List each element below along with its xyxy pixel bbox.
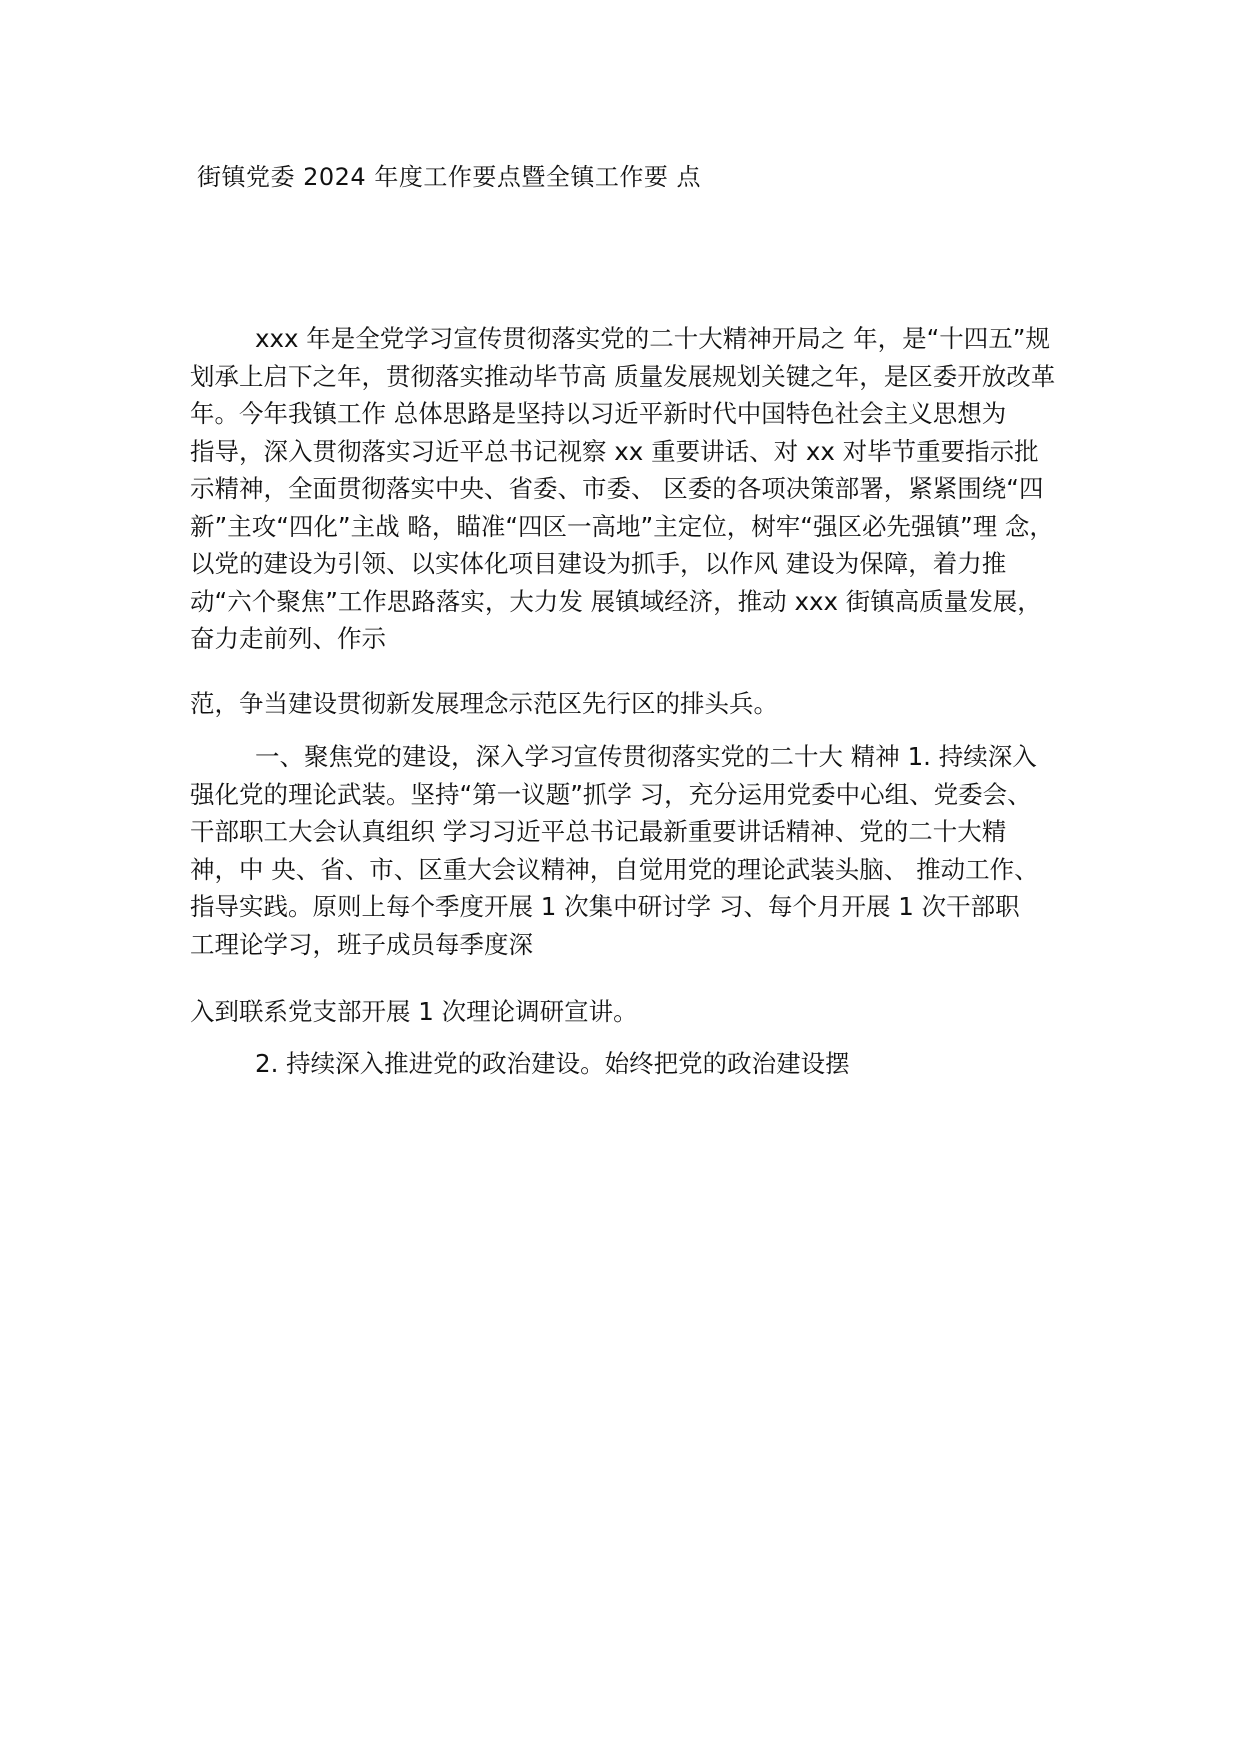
intro-paragraph (190, 320, 1070, 658)
paragraph-line: 干部职工大会认真组织 学习习近平总书记最新重要讲话精神、党的二十大精 (190, 817, 1007, 846)
paragraph-line: xxx 年是全党学习宣传贯彻落实党的二十大精神开局之 年，是“十四五”规 (255, 324, 1050, 353)
item-2-paragraph (190, 1045, 1070, 1083)
section-1-paragraph (190, 738, 1070, 963)
paragraph-line: 年。今年我镇工作 总体思路是坚持以习近平新时代中国特色社会主义思想为 (190, 399, 1007, 428)
paragraph-line: 划承上启下之年，贯彻落实推动毕节高 质量发展规划关键之年，是区委开放改革 (190, 361, 1056, 391)
paragraph-line: 指导，深入贯彻落实习近平总书记视察 xx 重要讲话、对 xx 对毕节重要指示批 (190, 436, 1039, 466)
paragraph-line: 工理论学习，班子成员每季度深 (190, 929, 533, 959)
document-title: 街镇党委 2024 年度工作要点暨全镇工作要 点 (197, 163, 701, 191)
intro-continuation (190, 685, 1070, 723)
paragraph-line: 以党的建设为引领、以实体化项目建设为抓手，以作风 建设为保障，着力推 (190, 549, 1007, 578)
paragraph-line: 2. 持续深入推进党的政治建设。始终把党的政治建设摆 (255, 1049, 850, 1078)
paragraph-line: 新”主攻“四化”主战 略，瞄准“四区一高地”主定位，树牢“强区必先强镇”理 念， (190, 511, 1054, 541)
section-heading-line: 一、聚焦党的建设，深入学习宣传贯彻落实党的二十大 精神 1. 持续深入 (255, 742, 1037, 771)
paragraph-line: 入到联系党支部开展 1 次理论调研宣讲。 (190, 997, 638, 1026)
paragraph-line: 神，中 央、省、市、区重大会议精神，自觉用党的理论武装头脑、 推动工作、 (190, 854, 1039, 884)
paragraph-line: 强化党的理论武装。坚持“第一议题”抓学 习，充分运用党委中心组、党委会、 (190, 779, 1032, 809)
paragraph-line: 指导实践。原则上每个季度开展 1 次集中研讨学 习、每个月开展 1 次干部职 (190, 892, 1020, 921)
paragraph-line: 动“六个聚焦”工作思路落实，大力发 展镇域经济，推动 xxx 街镇高质量发展， (190, 586, 1042, 616)
paragraph-line: 示精神，全面贯彻落实中央、省委、市委、 区委的各项决策部署，紧紧围绕“四 (190, 474, 1044, 503)
paragraph-line: 奋力走前列、作示 (190, 624, 386, 653)
section-1-continuation (190, 993, 1070, 1031)
paragraph-line: 范，争当建设贯彻新发展理念示范区先行区的排头兵。 (190, 689, 778, 718)
